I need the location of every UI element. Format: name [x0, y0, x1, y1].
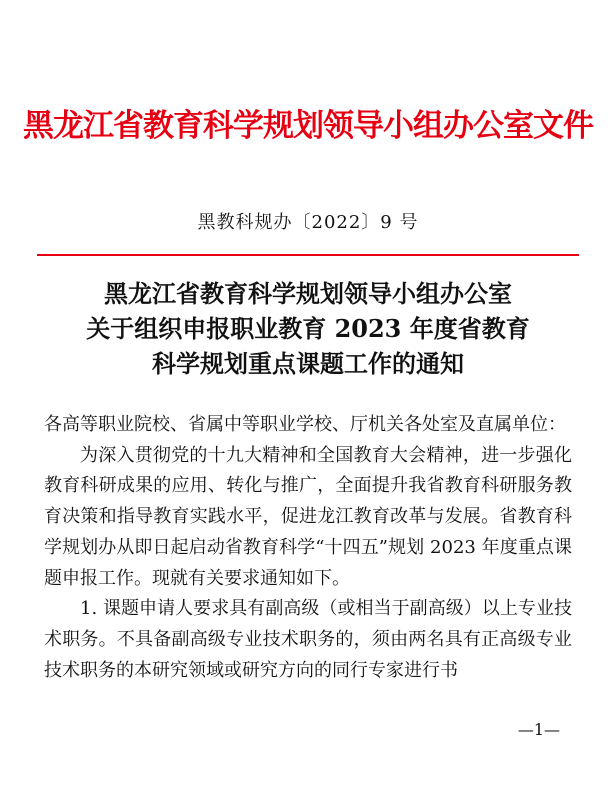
notice-body: [44, 410, 572, 686]
title-line-1: 黑龙江省教育科学规划领导小组办公室: [104, 279, 512, 308]
page-number: —1—: [517, 720, 560, 739]
title-line-2: 关于组织申报职业教育 2023 年度省教育: [86, 314, 530, 343]
title-line-3: 科学规划重点课题工作的通知: [152, 349, 464, 378]
notice-title: [0, 276, 616, 381]
body-paragraph-1: 为深入贯彻党的十九大精神和全国教育大会精神，进一步强化教育科研成果的应用、转化与推广，全面提升我省教育科研服务教育决策和指导教育实践水平，促进龙江教育改革与发展。省教育科学规划办从即日起启动省教育科学“十四五”规划 2023 年度重点课题申报工作。现就有关要求通知如下。: [44, 444, 572, 589]
body-paragraph-2: 1. 课题申请人要求具有副高级（或相当于副高级）以上专业技术职务。不具备副高级专业技术职务的，须由两名具有正高级专业技术职务的本研究领域或研究方向的同行专家进行书: [44, 598, 572, 681]
salutation: 各高等职业院校、省属中等职业学校、厅机关各处室及直属单位：: [44, 414, 566, 435]
document-number: 黑教科规办〔2022〕9 号: [197, 212, 419, 233]
red-divider-line: [37, 254, 579, 256]
issuing-org-title: 黑龙江省教育科学规划领导小组办公室文件: [23, 108, 593, 144]
